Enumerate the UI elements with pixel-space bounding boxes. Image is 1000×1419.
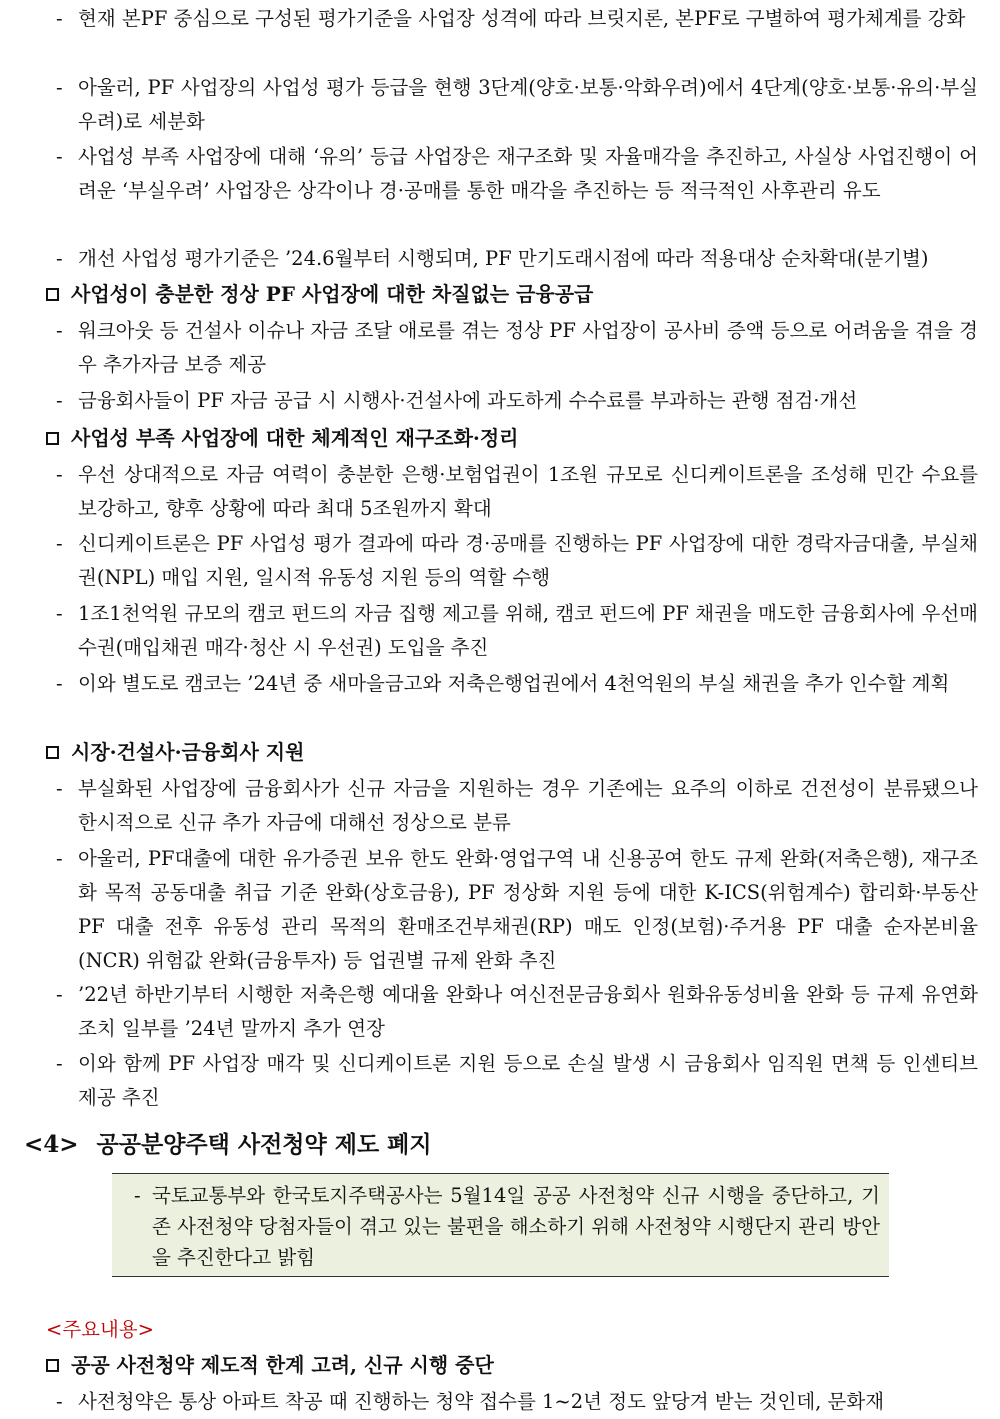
- item-text: 1조1천억원 규모의 캠코 펀드의 자금 집행 제고를 위해, 캠코 펀드에 PF 채권을 매도한 금융회사에 우선매수권(매입채권 매각·청산 시 우선권) 도입을 추진: [78, 602, 978, 659]
- bullet-item: [56, 667, 978, 701]
- dash-marker: -: [56, 145, 63, 168]
- section-heading: [46, 1350, 976, 1380]
- bullet-item: [56, 140, 978, 208]
- hollow-square-icon: [46, 288, 59, 301]
- item-text: 현재 본PF 중심으로 구성된 평가기준을 사업장 성격에 따라 브릿지론, 본PF로 구별하여 평가체계를 강화: [78, 7, 966, 30]
- item-text: 이와 별도로 캠코는 ’24년 중 새마을금고와 저축은행업권에서 4천억원의 부실 채권을 추가 인수할 계획: [78, 672, 950, 695]
- bullet-item: [56, 2, 978, 36]
- item-text: 금융회사들이 PF 자금 공급 시 시행사·건설사에 과도하게 수수료를 부과하는 관행 점검·개선: [78, 389, 858, 412]
- dash-marker: -: [56, 247, 63, 270]
- bullet-item: [56, 458, 978, 526]
- key-content-label: <주요내용>: [46, 1318, 155, 1341]
- section-heading: [46, 737, 976, 767]
- bullet-item: [56, 842, 978, 978]
- bullet-item: [56, 71, 978, 139]
- dash-marker: -: [56, 7, 63, 30]
- bullet-item: [56, 314, 978, 382]
- section-title-text: 공공분양주택 사전청약 제도 폐지: [96, 1131, 432, 1158]
- item-text: ’22년 하반기부터 시행한 저축은행 예대율 완화나 여신전문금융회사 원화유동성비율 완화 등 규제 유연화 조치 일부를 ’24년 말까지 추가 연장: [78, 983, 978, 1040]
- bullet-item: [56, 978, 978, 1046]
- item-text: 사업성 부족 사업장에 대해 ‘유의’ 등급 사업장은 재구조화 및 자율매각을 추진하고, 사실상 사업진행이 어려운 ‘부실우려’ 사업장은 상각이나 경·공매를 통한 매각을 추진하는 등 적극적인 사후관리 유도: [78, 145, 978, 202]
- dash-marker: -: [56, 847, 63, 870]
- item-text: 아울러, PF대출에 대한 유가증권 보유 한도 완화·영업구역 내 신용공여 한도 규제 완화(저축은행), 재구조화 목적 공동대출 취급 기준 완화(상호금융), PF 정상화 지원 등에 대한 K-ICS(위험계수) 합리화·부동산 PF 대출 전후 유동성 관리 목적의 환매조건부채권(RP) 매도 인정(보험)·주거용 PF 대출 순자본비율(NCR) 위험값 완화(금융투자) 등 업권별 규제 완화 추진: [78, 847, 978, 972]
- dash-marker: -: [56, 602, 63, 625]
- item-text: 개선 사업성 평가기준은 ’24.6월부터 시행되며, PF 만기도래시점에 따라 적용대상 순차확대(분기별): [78, 247, 929, 270]
- dash-marker: -: [134, 1184, 141, 1207]
- bullet-item: [56, 527, 978, 595]
- heading-text: 사업성이 충분한 정상 PF 사업장에 대한 차질없는 금융공급: [71, 282, 594, 306]
- bullet-item: [56, 384, 978, 418]
- item-text: 부실화된 사업장에 금융회사가 신규 자금을 지원하는 경우 기존에는 요주의 이하로 건전성이 분류됐으나 한시적으로 신규 추가 자금에 대해선 정상으로 분류: [78, 777, 978, 834]
- dash-marker: -: [56, 463, 63, 486]
- item-text: 신디케이트론은 PF 사업성 평가 결과에 따라 경·공매를 진행하는 PF 사업장에 대한 경락자금대출, 부실채권(NPL) 매입 지원, 일시적 유동성 지원 등의 역할 수행: [78, 532, 978, 589]
- summary-text: 국토교통부와 한국토지주택공사는 5월14일 공공 사전청약 신규 시행을 중단하고, 기존 사전청약 당첨자들이 겪고 있는 불편을 해소하기 위해 사전청약 시행단지 관리 방안을 추진한다고 밝힘: [152, 1184, 880, 1269]
- dash-marker: -: [56, 532, 63, 555]
- dash-marker: -: [56, 983, 63, 1006]
- bullet-item: [56, 242, 978, 276]
- dash-marker: -: [56, 76, 63, 99]
- item-text: 워크아웃 등 건설사 이슈나 자금 조달 애로를 겪는 정상 PF 사업장이 공사비 증액 등으로 어려움을 겪을 경우 추가자금 보증 제공: [78, 319, 978, 376]
- section-heading: [46, 279, 976, 309]
- heading-text: 공공 사전청약 제도적 한계 고려, 신규 시행 중단: [71, 1353, 494, 1377]
- hollow-square-icon: [46, 746, 59, 759]
- dash-marker: -: [56, 319, 63, 342]
- item-text: 사전청약은 통상 아파트 착공 때 진행하는 청약 접수를 1~2년 정도 앞당겨 받는 것인데, 문화재: [78, 1390, 885, 1413]
- dash-marker: -: [56, 389, 63, 412]
- bullet-item: [56, 772, 978, 840]
- section-number: <4>: [24, 1131, 79, 1158]
- hollow-square-icon: [46, 432, 59, 445]
- dash-marker: -: [56, 777, 63, 800]
- item-text: 우선 상대적으로 자금 여력이 충분한 은행·보험업권이 1조원 규모로 신디케이트론을 조성해 민간 수요를 보강하고, 향후 상황에 따라 최대 5조원까지 확대: [78, 463, 978, 520]
- item-text: 이와 함께 PF 사업장 매각 및 신디케이트론 지원 등으로 손실 발생 시 금융회사 임직원 면책 등 인센티브 제공 추진: [78, 1052, 978, 1109]
- summary-box: [112, 1173, 889, 1277]
- heading-text: 사업성 부족 사업장에 대한 체계적인 재구조화·정리: [71, 426, 519, 450]
- bullet-item: [56, 597, 978, 665]
- hollow-square-icon: [46, 1359, 59, 1372]
- section-heading: [46, 423, 976, 453]
- dash-marker: -: [56, 672, 63, 695]
- dash-marker: -: [56, 1052, 63, 1075]
- dash-marker: -: [56, 1390, 63, 1413]
- bullet-item: [56, 1047, 978, 1115]
- section-title: [24, 1128, 432, 1162]
- item-text: 아울러, PF 사업장의 사업성 평가 등급을 현행 3단계(양호·보통·악화우려)에서 4단계(양호·보통·유의·부실우려)로 세분화: [78, 76, 978, 133]
- heading-text: 시장·건설사·금융회사 지원: [71, 740, 305, 764]
